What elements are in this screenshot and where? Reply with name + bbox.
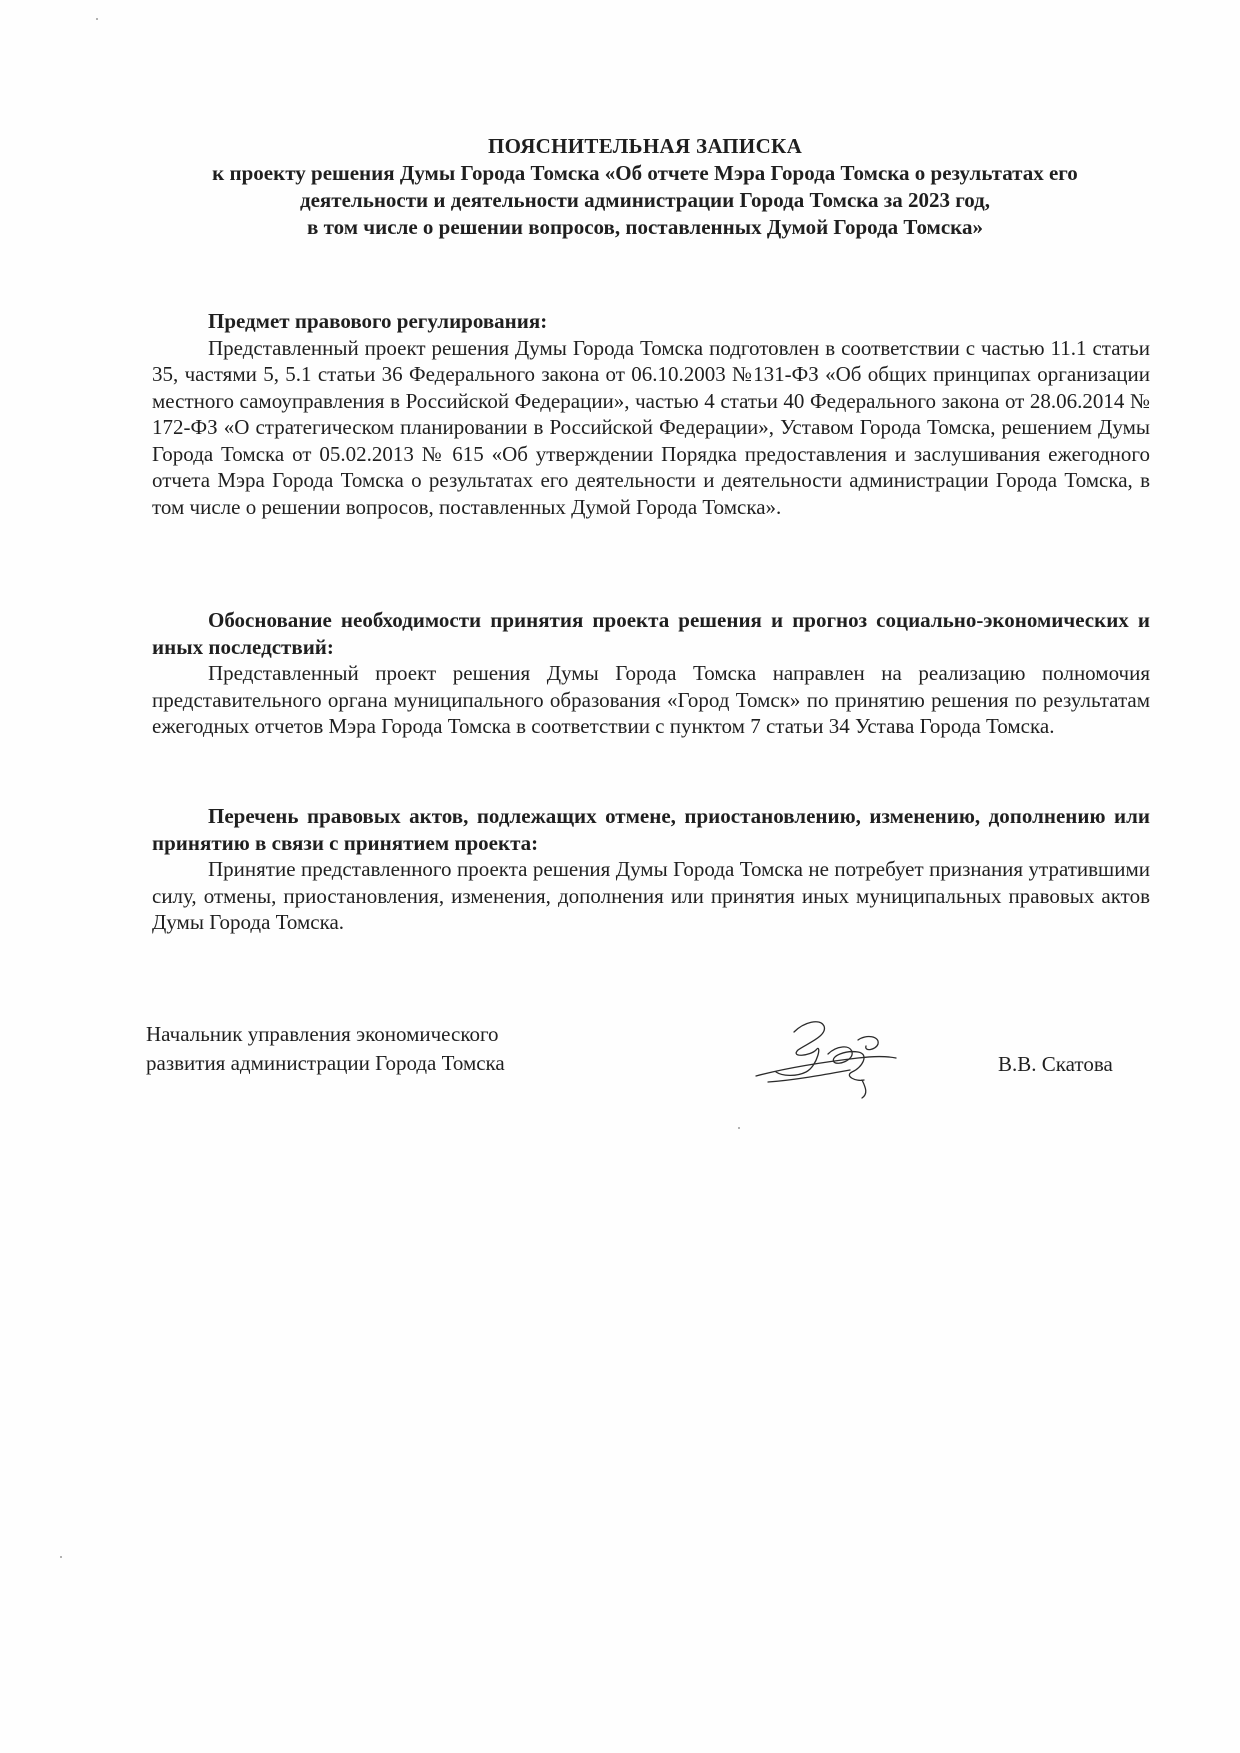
scan-speck <box>738 1127 740 1129</box>
scan-speck <box>96 18 98 20</box>
document-subtitle-line-3: в том числе о решении вопросов, поставленных Думой Города Томска» <box>307 215 983 239</box>
document-title-block <box>150 133 1140 241</box>
document-subtitle-line-1: к проекту решения Думы Города Томска «Об отчете Мэра Города Томска о результатах его <box>212 161 1078 185</box>
handwritten-signature <box>746 1010 916 1106</box>
section-justification <box>152 607 1150 740</box>
section-body: Представленный проект решения Думы Города Томска направлен на реализацию полномочия представительного органа муниципального образования «Город Томск» по принятию решения по результатам ежегодных отчетов Мэра Города Томска в соответствии с пунктом 7 статьи 34 Устава Города Томска. <box>152 661 1150 738</box>
scan-speck <box>60 1556 62 1558</box>
section-heading: Предмет правового регулирования: <box>208 309 548 333</box>
section-body: Принятие представленного проекта решения Думы Города Томска не потребует признания утратившими силу, отмены, приостановления, изменения, дополнения или принятия иных муниципальных правовых актов Думы Города Томска. <box>152 857 1150 934</box>
signer-position <box>146 1020 606 1078</box>
section-heading: Перечень правовых актов, подлежащих отмене, приостановлению, изменению, дополнению или принятию в связи с принятием проекта: <box>152 804 1150 855</box>
signer-name: В.В. Скатова <box>998 1052 1113 1076</box>
signer-position-line-1: Начальник управления экономического <box>146 1022 499 1046</box>
section-legal-acts-list <box>152 803 1150 936</box>
document-title: ПОЯСНИТЕЛЬНАЯ ЗАПИСКА <box>487 134 803 158</box>
section-body: Представленный проект решения Думы Города Томска подготовлен в соответствии с частью 11.1 статьи 35, частями 5, 5.1 статьи 36 Федерального закона от 06.10.2003 №131-ФЗ «Об общих принципах организации местного самоуправления в Российской Федерации», частью 4 статьи 40 Федерального закона от 28.06.2014 № 172-ФЗ «О стратегическом планировании в Российской Федерации», Уставом Города Томска, решением Думы Города Томска от 05.02.2013 № 615 «Об утверждении Порядка предоставления и заслушивания ежегодного отчета Мэра Города Томска о результатах его деятельности и деятельности администрации Города Томска, в том числе о решении вопросов, поставленных Думой Города Томска». <box>152 335 1150 519</box>
document-subtitle-line-2: деятельности и деятельности администрации Города Томска за 2023 год, <box>299 188 991 212</box>
signature-block <box>146 1020 1146 1140</box>
signer-position-line-2: развития администрации Города Томска <box>146 1051 505 1075</box>
section-heading: Обоснование необходимости принятия проекта решения и прогноз социально-экономических и иных последствий: <box>152 608 1150 659</box>
section-legal-regulation <box>152 308 1150 520</box>
